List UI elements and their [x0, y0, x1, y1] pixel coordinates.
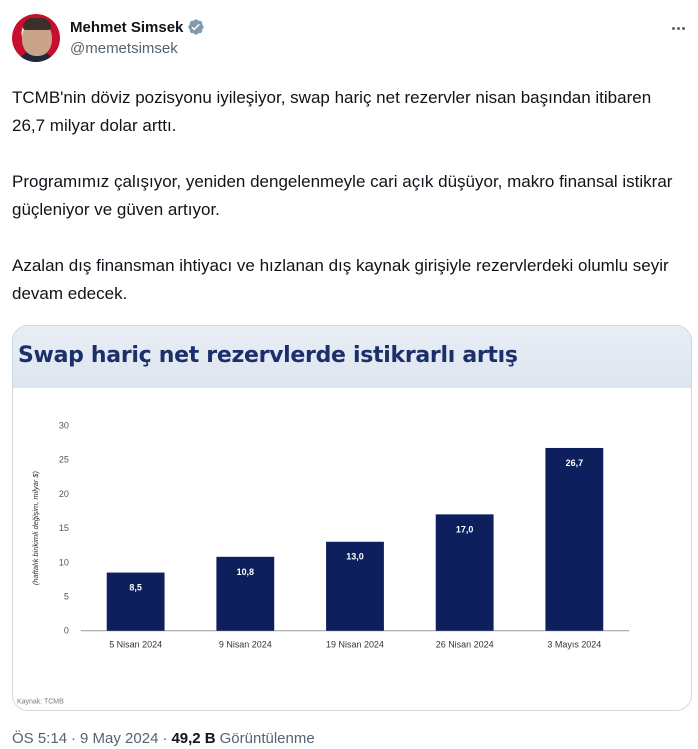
avatar-hair — [23, 18, 51, 30]
tweet-header — [12, 14, 688, 66]
tweet-meta — [12, 730, 315, 747]
tweet-paragraph-3: Azalan dış finansman ihtiyacı ve hızlanan dış kaynak girişiyle rezervlerdeki olumlu seyir devam edecek. — [12, 256, 669, 303]
bar-value-label: 10,8 — [236, 566, 255, 577]
tweet-media-image[interactable] — [12, 325, 692, 711]
views-count: 49,2 B — [171, 730, 216, 747]
y-tick-label: 30 — [58, 420, 69, 431]
media-title: Swap hariç net rezervlerde istikrarlı artış — [18, 343, 518, 368]
x-tick-label: 5 Nisan 2024 — [109, 639, 163, 650]
avatar[interactable] — [12, 14, 60, 62]
bar-value-label: 8,5 — [129, 582, 142, 593]
more-options-icon[interactable] — [668, 18, 688, 38]
x-tick-label: 9 Nisan 2024 — [218, 639, 272, 650]
views-label: Görüntülenme — [219, 730, 315, 747]
author-name-row[interactable] — [70, 17, 205, 37]
y-axis-label: (haftalık birikimli değişim, milyar $) — [30, 470, 40, 586]
x-tick-label: 19 Nisan 2024 — [326, 639, 384, 650]
x-tick-label: 3 Mayıs 2024 — [547, 639, 602, 650]
y-tick-label: 15 — [58, 523, 69, 534]
author-name[interactable]: Mehmet Simsek — [70, 18, 184, 36]
x-tick-label: 26 Nisan 2024 — [435, 639, 494, 650]
tweet-paragraph-1: TCMB'nin döviz pozisyonu iyileşiyor, swap hariç net rezervler nisan başından itibaren 26,7 milyar dolar arttı. — [12, 88, 652, 135]
y-tick-label: 10 — [58, 557, 69, 568]
bar-value-label: 17,0 — [455, 524, 474, 535]
author-handle[interactable]: @memetsimsek — [70, 40, 178, 57]
meta-separator: · — [71, 730, 77, 747]
bar-value-label: 26,7 — [565, 457, 584, 468]
y-tick-label: 0 — [63, 625, 69, 636]
y-tick-label: 25 — [58, 454, 69, 465]
tweet-time[interactable]: ÖS 5:14 — [12, 730, 68, 747]
y-tick-label: 5 — [63, 591, 69, 602]
bar-value-label: 13,0 — [346, 551, 364, 562]
tweet-date[interactable]: 9 May 2024 — [80, 730, 159, 747]
bar — [545, 448, 603, 631]
media-title-banner — [13, 326, 691, 388]
chart-source: Kaynak: TCMB — [16, 698, 64, 706]
bar-chart — [13, 388, 691, 711]
tweet-text — [12, 84, 684, 336]
verified-badge-icon — [187, 18, 205, 36]
bar — [107, 573, 165, 631]
y-tick-label: 20 — [58, 488, 69, 499]
tweet-paragraph-2: Programımız çalışıyor, yeniden dengelenmeyle cari açık düşüyor, makro finansal istikrar güçleniyor ve güven artıyor. — [12, 172, 673, 219]
meta-separator-2: · — [162, 730, 168, 747]
